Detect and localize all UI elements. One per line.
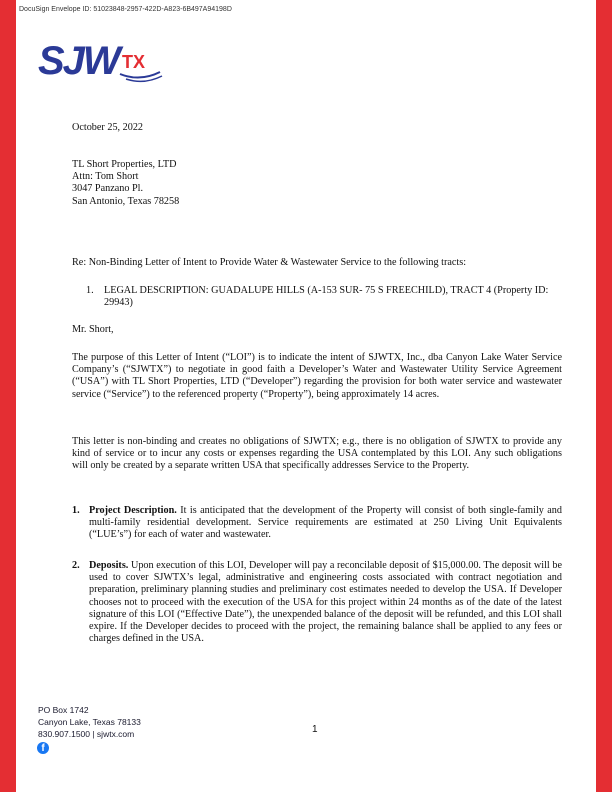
docusign-envelope-id: DocuSign Envelope ID: 51023848-2957-422D-A823-6B497A94198D	[19, 6, 232, 13]
re-line: Re: Non-Binding Letter of Intent to Provide Water & Wastewater Service to the following tracts:	[72, 257, 467, 268]
facebook-icon[interactable]: f	[37, 742, 49, 754]
sjwtx-logo	[36, 36, 166, 86]
recipient-address	[72, 159, 562, 208]
left-border-bar	[0, 0, 16, 792]
paragraph-purpose: The purpose of this Letter of Intent (“LOI”) is to indicate the intent of SJWTX, Inc., dba Canyon Lake Water Service Company’s (“SJWTX”) to negotiate in good faith a Developer’s Water and Wastewater Utility Service Agreement (“USA”) with TL Short Properties, LTD (“Developer”) regarding the provision for both water service and wastewater service (“Service”) to the referenced property (“Property”), being approximately 14 acres.	[72, 352, 562, 400]
section-title: Project Description.	[89, 505, 177, 516]
right-border-bar	[596, 0, 612, 792]
recipient-line-1: TL Short Properties, LTD	[72, 159, 177, 170]
letter-date: October 25, 2022	[72, 122, 144, 133]
section-number: 2.	[72, 560, 80, 571]
recipient-line-3: 3047 Panzano Pl.	[72, 183, 144, 195]
logo-swoosh-1	[120, 72, 160, 78]
footer-po-box: PO Box 1742	[38, 705, 89, 715]
section-body: It is anticipated that the development of the Property will consist of both single-family and multi-family residential development. Service requirements are estimated at 250 Living Unit Equivalents (“LUE’s”) for each of water and wastewater.	[89, 505, 562, 541]
logo-sjw-text: SJW	[38, 39, 119, 83]
section-title: Deposits.	[89, 560, 129, 571]
footer-city: Canyon Lake, Texas 78133	[38, 717, 141, 727]
logo-tx-text: TX	[122, 52, 146, 72]
section-body: Upon execution of this LOI, Developer will pay a reconcilable deposit of $15,000.00. The deposit will be used to cover SJWTX’s legal, administrative and engineering costs associated with contract negotiation and preparation, preliminary planning studies and preliminary cost estimates needed to develop the USA. If Developer chooses not to proceed with the execution of the USA for this project within 24 months as of the date of the latest signature of this LOI (“Effective Date”), the unexpended balance of the deposit will be refunded, and this LOI shall expire. If the Developer decides to proceed with the project, the remaining balance shall be applied to any fees or charges defined in the USA.	[89, 560, 562, 645]
footer-contact	[38, 704, 141, 740]
page-number: 1	[312, 724, 318, 735]
footer-phone-web: 830.907.1500 | sjwtx.com	[38, 729, 135, 739]
paragraph-non-binding: This letter is non-binding and creates no obligations of SJWTX; e.g., there is no obligation of SJWTX to provide any kind of service or to incur any costs or expenses regarding the USA contemplated by this LOI. Any such obligations will only be created by a separate written USA that specifically addresses Service to the Property.	[72, 436, 562, 472]
tract-description: LEGAL DESCRIPTION: GUADALUPE HILLS (A-153 SUR- 75 S FREECHILD), TRACT 4 (Property ID: 29943)	[104, 285, 549, 309]
recipient-line-4: San Antonio, Texas 78258	[72, 195, 180, 207]
salutation: Mr. Short,	[72, 324, 114, 335]
tract-number: 1.	[86, 285, 94, 296]
section-number: 1.	[72, 505, 80, 516]
recipient-line-2: Attn: Tom Short	[72, 171, 139, 183]
